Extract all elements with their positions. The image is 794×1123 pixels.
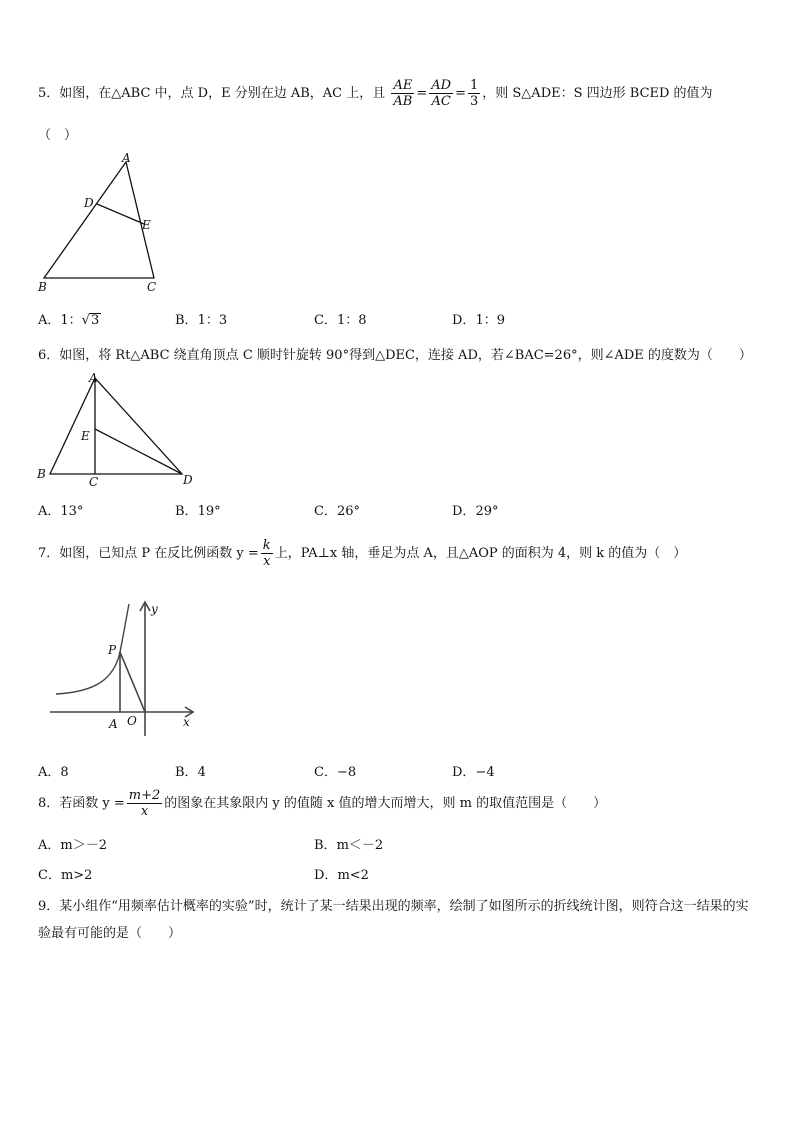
option-d[interactable]: D．29° (452, 504, 499, 519)
label-b: B (38, 280, 47, 294)
segment-ed (95, 429, 182, 474)
option-a[interactable]: A．8 (38, 765, 69, 780)
label-a: A (89, 371, 98, 385)
option-b[interactable]: B．1：3 (175, 313, 228, 328)
label-c: C (89, 475, 99, 489)
label-o: O (127, 714, 137, 728)
option-d[interactable]: D．m<2 (314, 868, 369, 883)
option-d[interactable]: D．−4 (452, 765, 495, 780)
label-y: y (151, 602, 158, 616)
hyperbola-branch (56, 604, 129, 694)
triangle-abd (50, 378, 182, 474)
label-c: C (147, 280, 157, 294)
question-text-tail: 的图象在其象限内 y 的值随 x 值的增大而增大，则 m 的取值范围是（ ） (164, 796, 607, 811)
option-c[interactable]: C．1：8 (314, 313, 367, 328)
label-a: A (122, 151, 131, 165)
question-6-stem (38, 344, 752, 363)
triangle-figure-q5 (34, 150, 164, 295)
option-c[interactable]: C．−8 (314, 765, 357, 780)
question-number: 5． (38, 86, 60, 101)
label-d: D (183, 473, 193, 487)
triangle-figure-q6 (34, 368, 204, 490)
question-text-tail: ，则 S△ADE：S 四边形 BCED 的值为 (482, 86, 713, 101)
option-c[interactable]: C．26° (314, 504, 360, 519)
fraction-one-third: $\frac{1}{3}$ (469, 78, 479, 109)
sqrt-icon: √ (81, 313, 90, 328)
question-7-stem (38, 538, 686, 569)
fraction-m-plus-2-over-x: $\frac{m+2}{x}$ (128, 788, 161, 819)
label-b: B (37, 467, 46, 481)
triangle-abc (44, 162, 154, 278)
answer-paren: （ ） (38, 128, 78, 143)
option-a[interactable]: A．m＞－2 (38, 838, 107, 853)
question-text: 如图，将 Rt△ABC 绕直角顶点 C 顺时针旋转 90°得到△DEC，连接 AD，若∠BAC=26°，则∠ADE 的度数为（ ） (59, 348, 752, 363)
option-c[interactable]: C．m>2 (38, 868, 93, 883)
function-graph-q7 (44, 596, 209, 744)
question-number: 9． (38, 899, 60, 914)
question-text: 如图，已知点 P 在反比例函数 y = (59, 546, 259, 561)
question-number: 6． (38, 348, 60, 363)
option-a[interactable]: A．1：√3 (38, 313, 100, 328)
option-d[interactable]: D．1：9 (452, 313, 505, 328)
question-number: 7． (38, 546, 60, 561)
fraction-k-x: $\frac{k}{x}$ (262, 538, 271, 569)
fraction-ad-ac: $\frac{AD}{AC}$ (431, 78, 452, 109)
question-text: 如图，在△ABC 中，点 D，E 分别在边 AB，AC 上，且 (59, 86, 386, 101)
label-e: E (142, 218, 151, 232)
label-d: D (84, 196, 94, 210)
option-b[interactable]: B．19° (175, 504, 221, 519)
question-8-stem (38, 788, 606, 819)
question-text: 某小组作“用频率估计概率的实验”时，统计了某一结果出现的频率，绘制了如图所示的折线统计图，则符合这一结果的实验最有可能的是（ ） (38, 899, 749, 941)
question-text-tail: 上，PA⊥x 轴，垂足为点 A，且△AOP 的面积为 4，则 k 的值为（ ） (274, 546, 687, 561)
question-number: 8． (38, 796, 60, 811)
label-x: x (183, 715, 190, 729)
label-e: E (81, 429, 90, 443)
option-a[interactable]: A．13° (38, 504, 84, 519)
question-5-stem: 5．如图，在△ABC 中，点 D，E 分别在边 AB，AC 上，且 $\frac{AE}{AB}$ = $\frac{AD}{AC}$ = $\frac{1}{3}$ ，则 S△ADE：S 四边形 BCED 的值为 (38, 78, 713, 109)
segment-po (120, 652, 145, 712)
label-a: A (109, 717, 118, 731)
fraction-ae-ab: $\frac{AE}{AB}$ (393, 78, 413, 109)
option-b[interactable]: B．4 (175, 765, 206, 780)
option-b[interactable]: B．m＜－2 (314, 838, 384, 853)
question-text: 若函数 y = (59, 796, 125, 811)
label-p: P (108, 643, 117, 657)
question-9-stem (38, 893, 758, 947)
